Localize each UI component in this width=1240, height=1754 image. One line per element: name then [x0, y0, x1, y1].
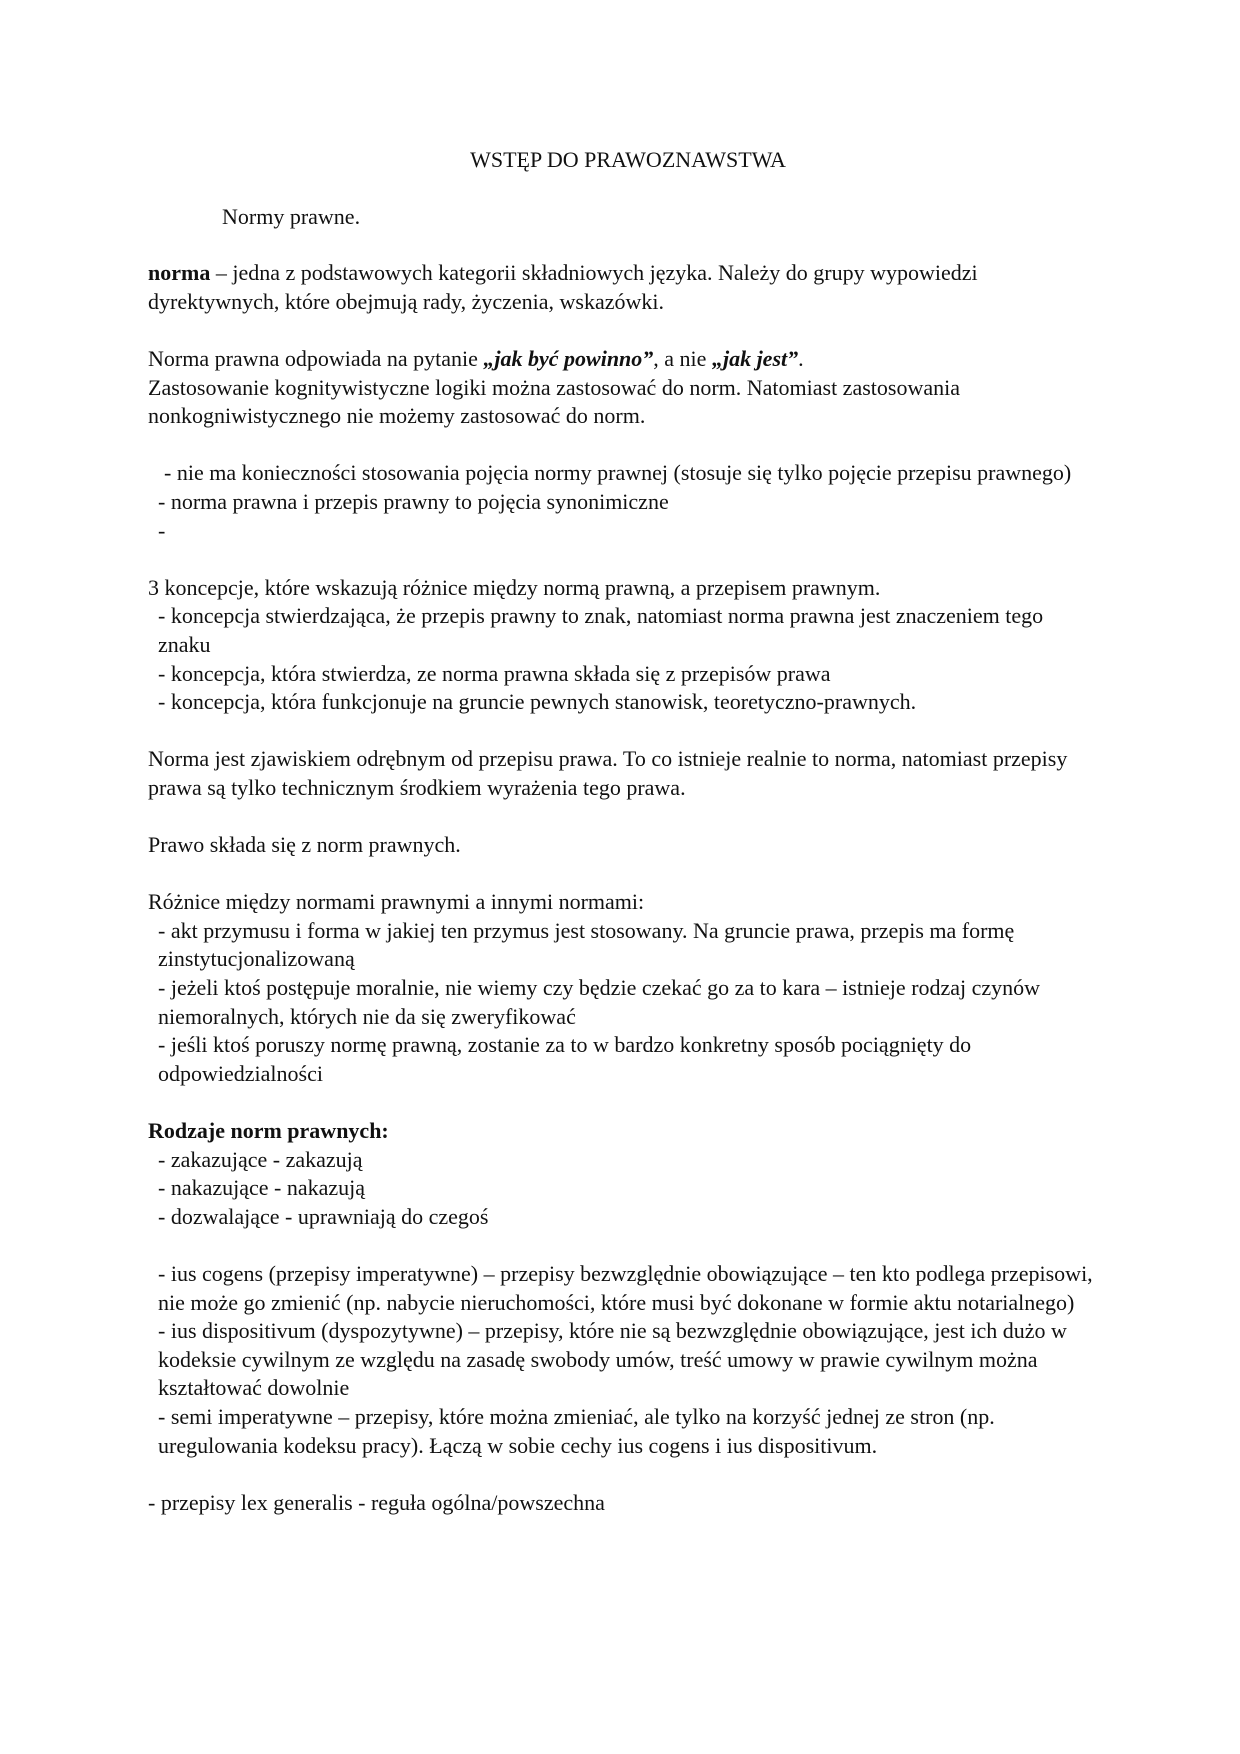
list-item-semi-imperatywne: - semi imperatywne – przepisy, które można zmieniać, ale tylko na korzyść jednej ze stron (np. uregulowania kodeksu pracy). Łączą w sobie cechy ius cogens i ius dispositivum. [158, 1403, 995, 1458]
document-title: WSTĘP DO PRAWOZNAWSTWA [470, 147, 786, 172]
list-item: - akt przymusu i forma w jakiej ten przymus jest stosowany. Na gruncie prawa, przepis ma formę zinstytucjonalizowaną [158, 917, 1015, 972]
term-norma: norma [148, 260, 211, 286]
list-item: - koncepcja, która funkcjonuje na gruncie pewnych stanowisk, teoretyczno-prawnych. [158, 689, 917, 715]
paragraph-law-composition: Prawo składa się z norm prawnych. [148, 832, 461, 858]
differences-intro: Różnice między normami prawnymi a innymi normami: [148, 889, 645, 915]
paragraph-question: Norma prawna odpowiada na pytanie „jak być powinno”, a nie „jak jest”. [148, 345, 804, 371]
concepts-intro: 3 koncepcje, które wskazują różnice między normą prawną, a przepisem prawnym. [148, 574, 881, 600]
list-item-ius-cogens: - ius cogens (przepisy imperatywne) – przepisy bezwzględnie obowiązujące – ten kto podlega przepisowi, nie może go zmienić (np. nabycie nieruchomości, które musi być dokonane w formie aktu notarialnego) [158, 1260, 1093, 1315]
quote-jak-jest: „jak jest” [711, 345, 799, 371]
list-item: - norma prawna i przepis prawny to pojęcia synonimiczne [158, 488, 669, 514]
paragraph-norm-vs-rule: Norma jest zjawiskiem odrębnym od przepisu prawa. To co istnieje realnie to norma, natomiast przepisy prawa są tylko technicznym środkiem wyrażenia tego prawa. [148, 746, 1068, 800]
section-title: Normy prawne. [222, 203, 361, 229]
list-item: - jeśli ktoś poruszy normę prawną, zostanie za to w bardzo konkretny sposób pociągnięty do odpowiedzialności [158, 1032, 972, 1086]
list-item-ius-dispositivum: - ius dispositivum (dyspozytywne) – przepisy, które nie są bezwzględnie obowiązujące, jest ich dużo w kodeksie cywilnym ze względu na zasadę swobody umów, treść umowy w prawie cywilnym można kształtować dowolnie [158, 1318, 1067, 1401]
list-item: - koncepcja stwierdzająca, że przepis prawny to znak, natomiast norma prawna jest znaczeniem tego znaku [158, 603, 1044, 657]
list-item: - [158, 517, 166, 543]
document-body [148, 146, 1098, 1517]
types-heading: Rodzaje norm prawnych: [148, 1118, 389, 1143]
list-item-lex-generalis: - przepisy lex generalis - reguła ogólna/powszechna [148, 1489, 605, 1515]
paragraph-logic: Zastosowanie kognitywistyczne logiki można zastosować do norm. Natomiast zastosowania nonkogniwistycznego nie możemy zastosować do norm. [148, 374, 960, 429]
list-item: - nie ma konieczności stosowania pojęcia normy prawnej (stosuje się tylko pojęcie przepisu prawnego) [164, 460, 1072, 486]
definition-text: – jedna z podstawowych kategorii składniowych języka. Należy do grupy wypowiedzi dyrektywnych, które obejmują rady, życzenia, wskazówki. [148, 260, 978, 314]
list-item: - nakazujące - nakazują [158, 1175, 366, 1201]
list-item: - jeżeli ktoś postępuje moralnie, nie wiemy czy będzie czekać go za to kara – istnieje rodzaj czynów niemoralnych, których nie da się zweryfikować [158, 975, 1041, 1029]
paragraph-definition [148, 259, 1098, 316]
quote-jak-byc-powinno: „jak być powinno” [483, 345, 654, 371]
list-item: - zakazujące - zakazują [158, 1146, 363, 1172]
list-item: - dozwalające - uprawniają do czegoś [158, 1203, 489, 1229]
list-item: - koncepcja, która stwierdza, ze norma prawna składa się z przepisów prawa [158, 660, 831, 686]
